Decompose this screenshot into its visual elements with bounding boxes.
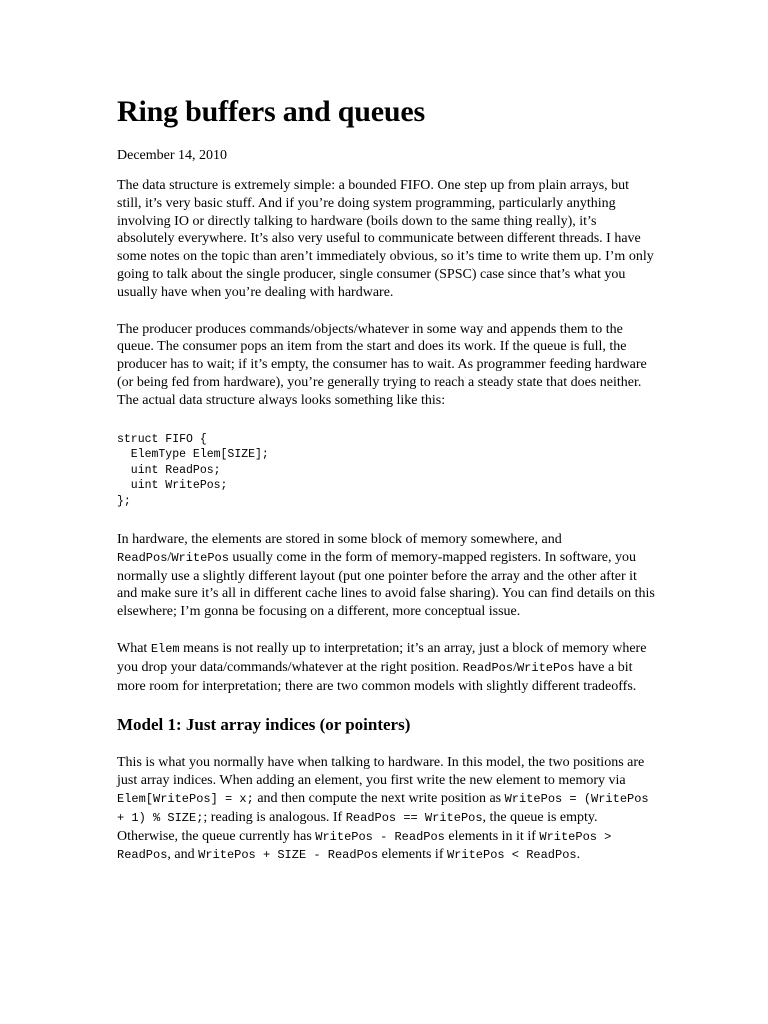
- text-span: and then compute the next write position as: [253, 791, 505, 807]
- text-span: .: [576, 847, 581, 863]
- text-span: ; reading is analogous. If: [203, 809, 346, 825]
- inline-code: ReadPos: [117, 550, 168, 565]
- article: [117, 92, 657, 865]
- inline-code: WritePos - ReadPos: [315, 829, 445, 844]
- text-span: elements if: [378, 847, 447, 863]
- text-span: elements in it if: [444, 828, 540, 844]
- inline-code: Elem: [150, 642, 180, 657]
- inline-code: ReadPos: [462, 660, 514, 675]
- inline-code: ReadPos == WritePos: [345, 810, 483, 825]
- text-span: /: [167, 549, 172, 565]
- text-span: This is what you normally have when talking to hardware. In this model, the two positions are just array indices. When adding an element, you first write the new element to memory via: [117, 755, 645, 789]
- inline-code: WritePos < ReadPos: [446, 848, 577, 863]
- inline-code: Elem[WritePos] = x;: [117, 792, 254, 807]
- paragraph-hardware-layout: [117, 531, 657, 621]
- text-span: In hardware, the elements are stored in some block of memory somewhere, and: [117, 532, 562, 548]
- inline-code: WritePos > ReadPos: [117, 829, 612, 863]
- paragraph-model-1: [117, 754, 657, 865]
- inline-code: WritePos: [171, 550, 229, 565]
- text-span: usually come in the form of memory-mapped registers. In software, you normally use a slightly different layout (put one pointer before the array and the other after it and make sure it’s all in different cache lines to avoid false sharing). You can find details on this elsewhere; I’m gonna be focusing on a different, more conceptual issue.: [117, 549, 655, 620]
- text-span: /: [513, 659, 517, 675]
- text-span: What: [117, 641, 151, 657]
- paragraph-intro: The data structure is extremely simple: a bounded FIFO. One step up from plain arrays, but still, it’s very basic stuff. And if you’re doing system programming, particularly anything involving IO or directly talking to hardware (boils down to the same thing really), it’s absolutely everywhere. It’s also very useful to communicate between different threads. I have some notes on the topic than aren’t immediately obvious, so it’s time to write them up. I’m only going to talk about the single producer, single consumer (SPSC) case since that’s what you usually have when you’re dealing with hardware.: [117, 178, 654, 300]
- paragraph-producer-consumer: The producer produces commands/objects/whatever in some way and appends them to the queue. The consumer pops an item from the start and does its work. If the queue is full, the producer has to wait; if it’s empty, the consumer has to wait. As programmer feeding hardware (or being fed from hardware), you’re generally trying to reach a steady state that does neither. The actual data structure always looks something like this:: [117, 321, 647, 408]
- article-date: December 14, 2010: [117, 148, 228, 163]
- text-span: means is not really up to interpretation; it’s an array, just a block of memory where you drop your data/commands/whatever at the right position.: [117, 641, 647, 675]
- inline-code: WritePos + SIZE - ReadPos: [198, 848, 379, 863]
- inline-code: WritePos = (WritePos + 1) % SIZE;: [117, 792, 649, 825]
- text-span: , and: [167, 847, 199, 863]
- text-span: have a bit more room for interpretation; there are two common models with slightly different tradeoffs.: [117, 659, 637, 694]
- text-span: , the queue is empty. Otherwise, the queue currently has: [117, 809, 598, 844]
- inline-code: WritePos: [516, 660, 575, 675]
- section-heading-model-1: Model 1: Just array indices (or pointers): [117, 715, 411, 735]
- paragraph-elem-meaning: [117, 640, 657, 695]
- article-title: Ring buffers and queues: [117, 95, 425, 128]
- code-block-fifo-struct: struct FIFO { ElemType Elem[SIZE]; uint ReadPos; uint WritePos; };: [117, 432, 269, 508]
